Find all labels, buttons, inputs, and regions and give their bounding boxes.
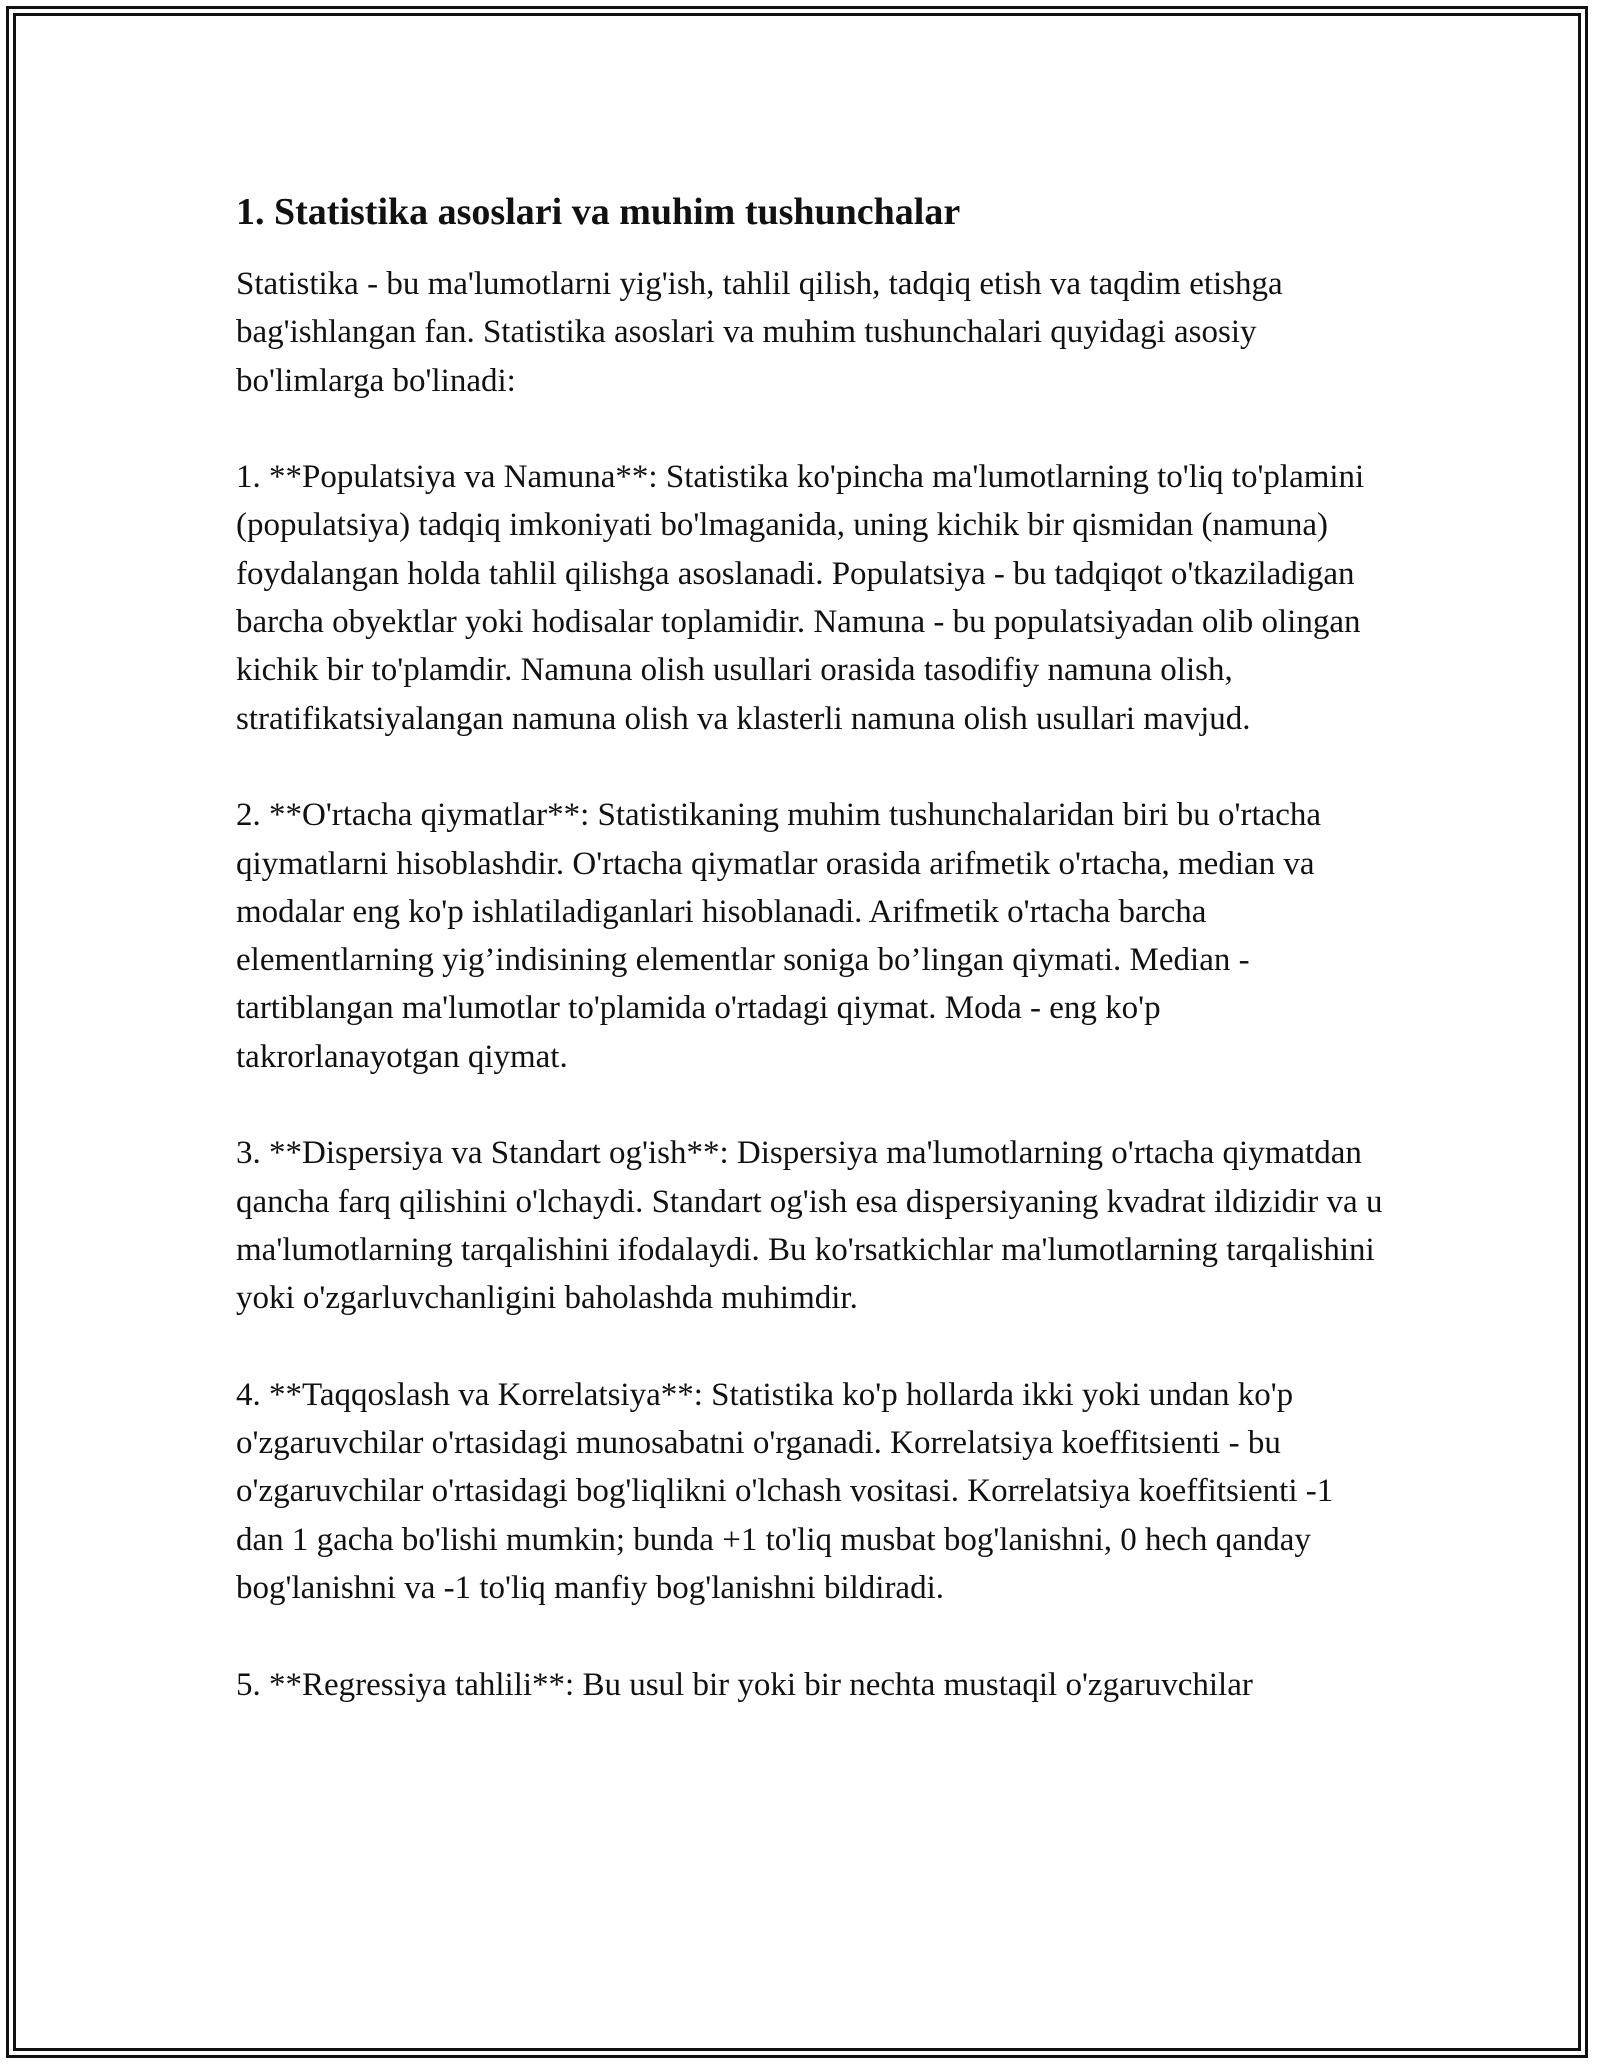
paragraph-korrelatsiya: 4. **Taqqoslash va Korrelatsiya**: Statistika ko'p hollarda ikki yoki undan ko'p o'zgaruvchilar o'rtasidagi munosabatni o'rganadi. Korrelatsiya koeffitsienti - bu o'zgaruvchilar o'rtasidagi bog'liqlikni o'lchash vositasi. Korrelatsiya koeffitsienti -1 dan 1 gacha bo'lishi mumkin; bunda +1 to'liq musbat bog'lanishni, 0 hech qanday bog'lanishni va -1 to'liq manfiy bog'lanishni bildiradi. [236, 1376, 1334, 1607]
document-title: 1. Statistika asoslari va muhim tushunchalar [236, 191, 961, 233]
paragraph-ortacha-qiymatlar: 2. **O'rtacha qiymatlar**: Statistikaning muhim tushunchalaridan biri bu o'rtacha qiymatlarni hisoblashdir. O'rtacha qiymatlar orasida arifmetik o'rtacha, median va modalar eng ko'p ishlatiladiganlari hisoblanadi. Arifmetik o'rtacha barcha elementlarning yig’indisining elementlar soniga bo’lingan qiymati. Median - tartiblangan ma'lumotlar to'plamida o'rtadagi qiymat. Moda - eng ko'p takrorlanayotgan qiymat. [236, 797, 1322, 1075]
paragraph-dispersiya: 3. **Dispersiya va Standart og'ish**: Dispersiya ma'lumotlarning o'rtacha qiymatdan qancha farq qilishini o'lchaydi. Standart og'ish esa dispersiyaning kvadrat ildizidir va u ma'lumotlarning tarqalishini ifodalaydi. Bu ko'rsatkichlar ma'lumotlarning tarqalishini yoki o'zgarluvchanligini baholashda muhimdir. [236, 1135, 1383, 1317]
document-body [236, 184, 1386, 1709]
paragraph-intro: Statistika - bu ma'lumotlarni yig'ish, tahlil qilish, tadqiq etish va taqdim etishga bag'ishlangan fan. Statistika asoslari va muhim tushunchalari quyidagi asosiy bo'limlarga bo'linadi: [236, 266, 1283, 399]
paragraph-populatsiya-namuna: 1. **Populatsiya va Namuna**: Statistika ko'pincha ma'lumotlarning to'liq to'plamini (populatsiya) tadqiq imkoniyati bo'lmaganida, uning kichik bir qismidan (namuna) foydalangan holda tahlil qilishga asoslanadi. Populatsiya - bu tadqiqot o'tkaziladigan barcha obyektlar yoki hodisalar toplamidir. Namuna - bu populatsiyadan olib olingan kichik bir to'plamdir. Namuna olish usullari orasida tasodifiy namuna olish, stratifikatsiyalangan namuna olish va klasterli namuna olish usullari mavjud. [236, 459, 1365, 737]
paragraph-regressiya: 5. **Regressiya tahlili**: Bu usul bir yoki bir nechta mustaqil o'zgaruvchilar [236, 1666, 1253, 1703]
